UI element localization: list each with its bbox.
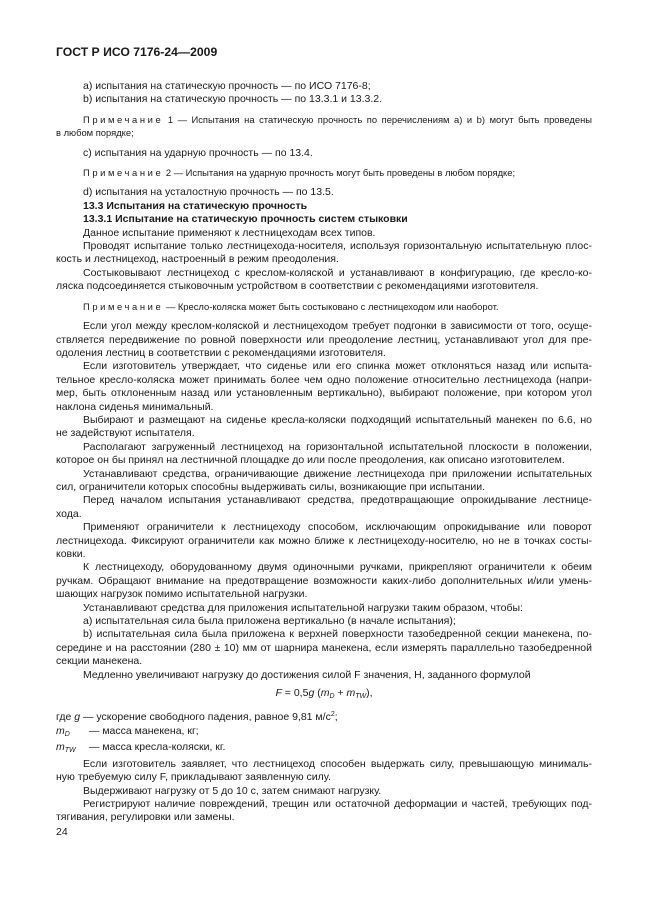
section-heading	[56, 213, 592, 226]
text-line-content: d) испытания на усталостную прочность — по 13.5.	[83, 186, 334, 199]
text-line	[56, 628, 592, 641]
text-line-content: Состыковывают лестницеход с креслом-коляской и устанавливают в конфигурацию, где кресло-ко-	[83, 266, 592, 279]
text-line	[56, 441, 592, 454]
paragraph	[56, 602, 592, 615]
text-line-content: тельное кресло-коляска может принимать более чем одно положение относительно лестницехода (напри-	[56, 373, 592, 386]
text-line	[56, 240, 592, 253]
text-line-content: Выдерживают нагрузку от 5 до 10 с, затем снимают нагрузку.	[83, 784, 382, 797]
formula	[56, 687, 592, 703]
note-label: Примечание	[83, 167, 164, 179]
text-line	[56, 126, 592, 139]
paragraph	[56, 267, 592, 294]
paragraph	[56, 521, 592, 561]
legend-g	[56, 708, 592, 724]
paragraph	[56, 758, 592, 785]
text-line-content: Если изготовитель заявляет, что лестницеход способен выдержать силу, превышающую минималь-	[83, 757, 592, 770]
paragraph	[56, 615, 592, 628]
text-line-content: а) испытательная сила была приложена вертикально (в начале испытания);	[83, 615, 456, 628]
paragraph	[56, 93, 592, 106]
legend-md-symbol: m	[56, 724, 65, 737]
text-line	[56, 147, 592, 160]
note-label: Примечание	[83, 300, 164, 312]
text-line-content: Применяют ограничители к лестницеходу способом, исключающим опрокидывание или поворот	[83, 521, 592, 534]
legend-md	[56, 725, 592, 741]
text-line-content: лестницехода. Фиксируют ограничители как можно ближе к лестницеходу-носителю, но не в точках состы-	[56, 534, 592, 547]
document-body	[56, 80, 592, 825]
text-line	[56, 758, 592, 771]
text-line	[56, 481, 592, 494]
text-line	[56, 374, 592, 387]
text-line-content: Располагают загруженный лестницеход на горизонтальной испытательной плоскости в положении,	[83, 440, 592, 453]
legend-g-text: — ускорение свободного падения, равное 9,81 м/с	[80, 711, 331, 724]
text-line-content: Если изготовитель утверждает, что сиденье или его спинка может отклоняться назад или испыта-	[83, 360, 592, 373]
text-line-content: в любом порядке;	[56, 127, 134, 139]
paragraphs-after-formula	[56, 758, 592, 825]
text-line	[56, 300, 592, 313]
formula-close: ),	[366, 687, 373, 700]
text-line-content: Проводят испытание только лестницехода-носителя, используя горизонтальную испытательную плос-	[83, 240, 592, 253]
text-line	[56, 113, 592, 126]
text-line	[56, 811, 592, 824]
note	[56, 113, 592, 140]
text-line	[56, 401, 592, 414]
formula-lhs: F	[275, 687, 282, 700]
text-line	[56, 454, 592, 467]
text-line-content: ковки.	[56, 548, 86, 560]
legend-where: где	[56, 711, 72, 724]
formula-m1: m	[320, 687, 330, 700]
text-line	[56, 655, 592, 668]
note	[56, 300, 592, 313]
paragraph	[56, 147, 592, 160]
text-line	[56, 320, 592, 333]
text-line	[56, 602, 592, 615]
text-line	[56, 508, 592, 521]
text-line-content: кость и лестницеход, настроенный в режим преодоления.	[56, 253, 339, 266]
text-line-content: Регистрируют наличие повреждений, трещин или остаточной деформации и частей, требующих под-	[83, 797, 592, 810]
text-line	[56, 360, 592, 373]
text-line-content: Если угол между креслом-коляской и лестницеходом требует подгонки в зависимости от того, осуще-	[83, 320, 592, 333]
text-line	[56, 80, 592, 93]
text-line	[56, 414, 592, 427]
paragraph	[56, 80, 592, 93]
formula-m2: m	[346, 687, 356, 700]
text-line-content: Перед началом испытания устанавливают средства, предотвращающие опрокидывание лестнице-	[83, 494, 592, 507]
paragraph	[56, 360, 592, 414]
text-line-content: с) испытания на ударную прочность — по 13.4.	[83, 146, 313, 159]
text-line	[56, 227, 592, 240]
paragraph	[56, 227, 592, 240]
text-line-content: наклона сиденья минимальный.	[56, 400, 214, 413]
paragraphs-before-formula	[56, 80, 592, 682]
formula-open: (	[314, 687, 321, 700]
paragraph	[56, 186, 592, 199]
text-line	[56, 200, 592, 213]
text-line	[56, 642, 592, 655]
text-line	[56, 468, 592, 481]
text-line	[56, 669, 592, 682]
text-line-content: середине и на расстоянии (280 ± 10) мм от шарнира манекена, если измерять параллельно тазобедренной	[56, 641, 592, 654]
text-line	[56, 347, 592, 360]
text-line-content: сил, ограничители которых способны выдерживать силы, возникающие при испытании.	[56, 480, 485, 493]
text-line	[56, 166, 592, 179]
paragraph	[56, 414, 592, 441]
legend-mtw	[56, 741, 592, 757]
text-line-content: шающих нагрузок помимо испытательной нагрузки.	[56, 588, 308, 601]
text-line-content: одоления лестниц в соответствии с рекомендациями изготовителя.	[56, 346, 386, 359]
paragraph	[56, 441, 592, 468]
text-line	[56, 798, 592, 811]
text-line	[56, 387, 592, 400]
text-line	[56, 280, 592, 293]
text-line	[56, 427, 592, 440]
legend-mtw-text: — масса кресла-коляски, кг.	[86, 741, 226, 754]
paragraph	[56, 468, 592, 495]
text-line-content: ручкам. Обращают внимание на предотвращение возможности каких-либо дополнительных и/или умень-	[56, 574, 592, 587]
text-line-content: 13.3.1 Испытание на статическую прочность систем стыковки	[83, 213, 408, 226]
text-line-content: хода.	[56, 507, 82, 520]
text-line-content: К лестницеходу, оборудованному двумя одиночными ручками, прикрепляют ограничители к обеим	[83, 561, 592, 574]
text-line-content: Данное испытание применяют к лестницеходам всех типов.	[83, 226, 376, 239]
text-line	[56, 535, 592, 548]
note-label: Примечание	[83, 113, 164, 125]
text-line-content: b) испытательная сила была приложена к верхней поверхности тазобедренной секции манекена, по-	[83, 628, 592, 641]
text-line	[56, 588, 592, 601]
text-line	[56, 93, 592, 106]
section-heading	[56, 200, 592, 213]
text-line-content: ствляется передвижение по ровной поверхности или преодоление лестниц, устанавливают угол для пре-	[56, 333, 592, 346]
text-line-content: а) испытания на статическую прочность — по ИСО 7176-8;	[83, 80, 371, 92]
paragraph	[56, 494, 592, 521]
text-line	[56, 521, 592, 534]
text-line-content: которое он бы принял на лестничной площадке до или после преодоления, как описано изготовителем.	[56, 454, 565, 467]
text-line	[56, 785, 592, 798]
legend-g-sup: 2	[330, 711, 335, 719]
legend-g-end: ;	[334, 711, 338, 724]
text-line	[56, 561, 592, 574]
text-line	[56, 253, 592, 266]
paragraph	[56, 628, 592, 668]
formula-plus: +	[334, 687, 347, 700]
text-line	[56, 771, 592, 784]
legend-md-text: — масса манекена, кг;	[86, 724, 199, 737]
paragraph	[56, 669, 592, 682]
text-line-content: Медленно увеличивают нагрузку до достижения силой F значения, Н, заданного формулой	[83, 668, 531, 681]
formula-sub-tw: TW	[355, 693, 367, 701]
legend-mtw-sub: TW	[64, 747, 76, 755]
paragraph	[56, 798, 592, 825]
text-line-content: ляска подсоединяется стыковочным устройством в соответствии с рекомендациями изготовителя.	[56, 280, 539, 293]
legend-md-sub: D	[64, 730, 70, 738]
page-number: 24	[56, 826, 68, 838]
text-line-content: — Кресло-коляска может быть состыковано с лестницеходом или наоборот.	[163, 300, 499, 312]
text-line-content: b) испытания на статическую прочность — по 13.3.1 и 13.3.2.	[83, 93, 383, 106]
formula-eq: = 0,5	[281, 687, 309, 700]
text-line	[56, 494, 592, 507]
text-line	[56, 186, 592, 199]
text-line	[56, 575, 592, 588]
document-header: ГОСТ Р ИСО 7176-24—2009	[56, 45, 218, 59]
paragraph	[56, 320, 592, 360]
text-line-content: не задействуют испытателя.	[56, 427, 195, 440]
paragraph	[56, 561, 592, 601]
legend-mtw-symbol: m	[56, 741, 65, 754]
note	[56, 166, 592, 179]
text-line	[56, 548, 592, 561]
text-line-content: Устанавливают средства для приложения испытательной нагрузки таким образом, чтобы:	[83, 601, 523, 614]
text-line	[56, 267, 592, 280]
text-line	[56, 334, 592, 347]
text-line	[56, 615, 592, 628]
text-line-content: секции манекена.	[56, 655, 143, 668]
legend-g-symbol: g	[74, 711, 81, 724]
text-line-content: ную требуемую силу F, прикладывают заявленную силу.	[56, 771, 331, 784]
formula-g: g	[308, 687, 315, 700]
formula-sub-d: D	[329, 693, 335, 701]
text-line-content: 13.3 Испытания на статическую прочность	[83, 199, 308, 212]
text-line-content: 1 — Испытания на статическую прочность по перечислениям а) и b) могут быть проведены	[163, 113, 592, 125]
text-line-content: Выбирают и размещают на сиденье кресла-коляски подходящий испытательный манекен по 6.6, но	[83, 413, 592, 426]
text-line-content: мер, быть отклоненным назад или установленным вертикально), выбирают положение, при котором угол	[56, 387, 592, 400]
paragraph	[56, 785, 592, 798]
text-line-content: Устанавливают средства, ограничивающие движение лестницехода при приложении испытательных	[83, 467, 592, 480]
text-line-content: 2 — Испытания на ударную прочность могут быть проведены в любом порядке;	[163, 167, 516, 179]
text-line-content: тягивания, регулировки или замены.	[56, 811, 235, 824]
text-line	[56, 213, 592, 226]
paragraph	[56, 240, 592, 267]
formula-legend	[56, 708, 592, 757]
